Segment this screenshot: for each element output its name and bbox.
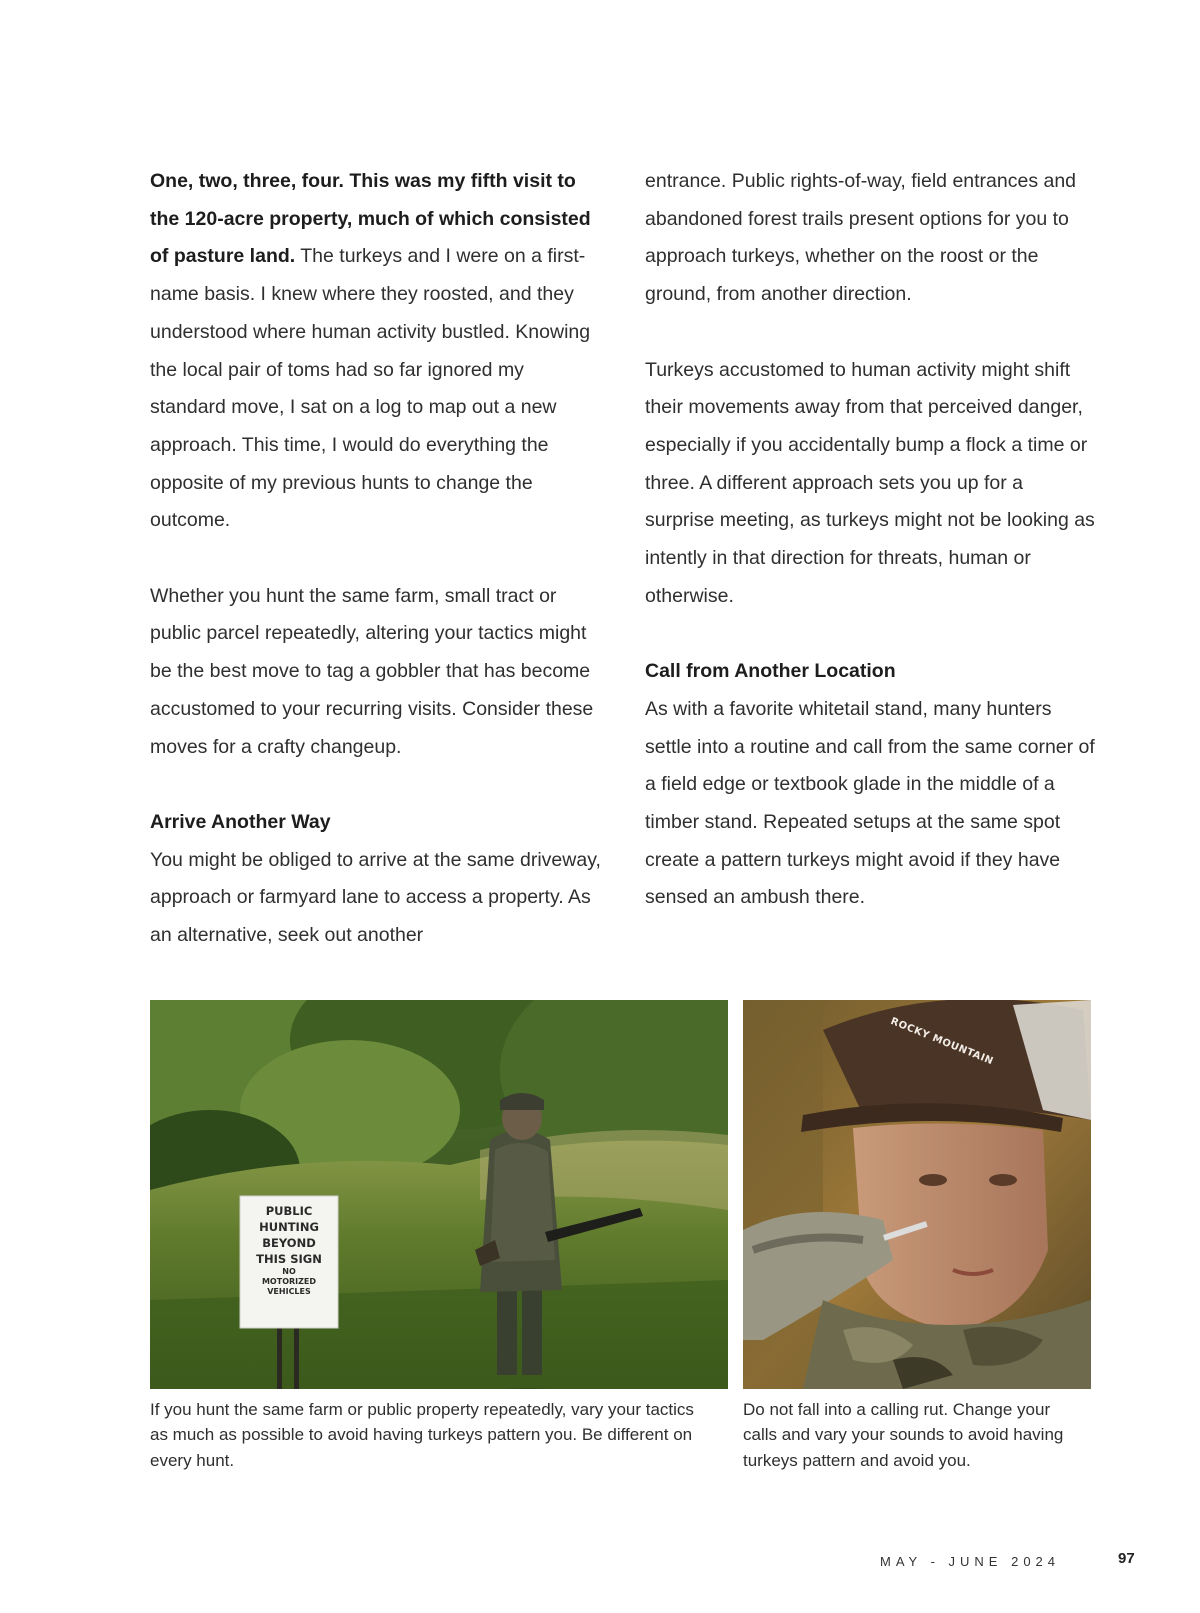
- hunter-field-photo: [150, 1000, 728, 1389]
- photo-caption-right: Do not fall into a calling rut. Change your calls and vary your sounds to avoid having turkeys pattern and avoid you.: [743, 1400, 1064, 1470]
- sign-text-line: HUNTING: [259, 1220, 319, 1234]
- section-heading-arrive: Arrive Another Way: [150, 810, 331, 833]
- body-paragraph: As with a favorite whitetail stand, many hunters settle into a routine and call from the same corner of a field edge or textbook glade in the middle of a timber stand. Repeated setups at the same spot create a pattern turkeys might avoid if they have sensed an ambush there.: [645, 697, 1095, 909]
- cap-logo: ROCKY MOUNTAIN: [888, 1016, 995, 1068]
- article-column-left: [150, 163, 602, 955]
- intro-lead: One, two, three, four. This was my fifth visit to the 120-acre property, much of which consisted of pasture land.: [150, 170, 591, 268]
- hunter-calling-illustration: [743, 1000, 1091, 1389]
- body-paragraph: entrance. Public rights-of-way, field entrances and abandoned forest trails present options for you to approach turkeys, whether on the roost or the ground, from another direction.: [645, 170, 1077, 306]
- hunter-field-illustration: [150, 1000, 728, 1389]
- intro-rest: The turkeys and I were on a first-name basis. I knew where they roosted, and they understood where human activity bustled. Knowing the local pair of toms had so far ignored my standard move, I sat on a log to map out a new approach. This time, I would do everything the opposite of my previous hunts to change the outcome.: [150, 245, 591, 532]
- body-paragraph: You might be obliged to arrive at the same driveway, approach or farmyard lane to access a property. As an alternative, seek out another: [150, 848, 601, 947]
- sign-text-line: BEYOND: [262, 1236, 316, 1250]
- body-paragraph: Whether you hunt the same farm, small tract or public parcel repeatedly, altering your tactics might be the best move to tag a gobbler that has become accustomed to your recurring visits. Consider these moves for a crafty changeup.: [150, 584, 594, 758]
- public-hunting-sign: [242, 1203, 336, 1297]
- page-number: 97: [1118, 1550, 1135, 1567]
- sign-text-line: NO: [282, 1267, 296, 1276]
- section-heading-call: Call from Another Location: [645, 660, 896, 683]
- sign-text-line: VEHICLES: [267, 1287, 311, 1296]
- body-paragraph: Turkeys accustomed to human activity might shift their movements away from that perceived danger, especially if you accidentally bump a flock a time or three. A different approach sets you up for a surprise meeting, as turkeys might not be looking as intently in that direction for threats, human or otherwise.: [645, 358, 1095, 607]
- hunter-calling-photo: [743, 1000, 1091, 1389]
- article-column-right: [645, 163, 1095, 917]
- sign-text-line: PUBLIC: [265, 1204, 313, 1218]
- sign-text-line: MOTORIZED: [261, 1277, 317, 1286]
- intro-paragraph: [150, 163, 602, 540]
- sign-text-line: THIS SIGN: [256, 1252, 322, 1266]
- photo-caption-left: If you hunt the same farm or public property repeatedly, vary your tactics as much as possible to avoid having turkeys pattern you. Be different on every hunt.: [150, 1400, 694, 1470]
- footer-issue-date: MAY - JUNE 2024: [880, 1554, 1061, 1569]
